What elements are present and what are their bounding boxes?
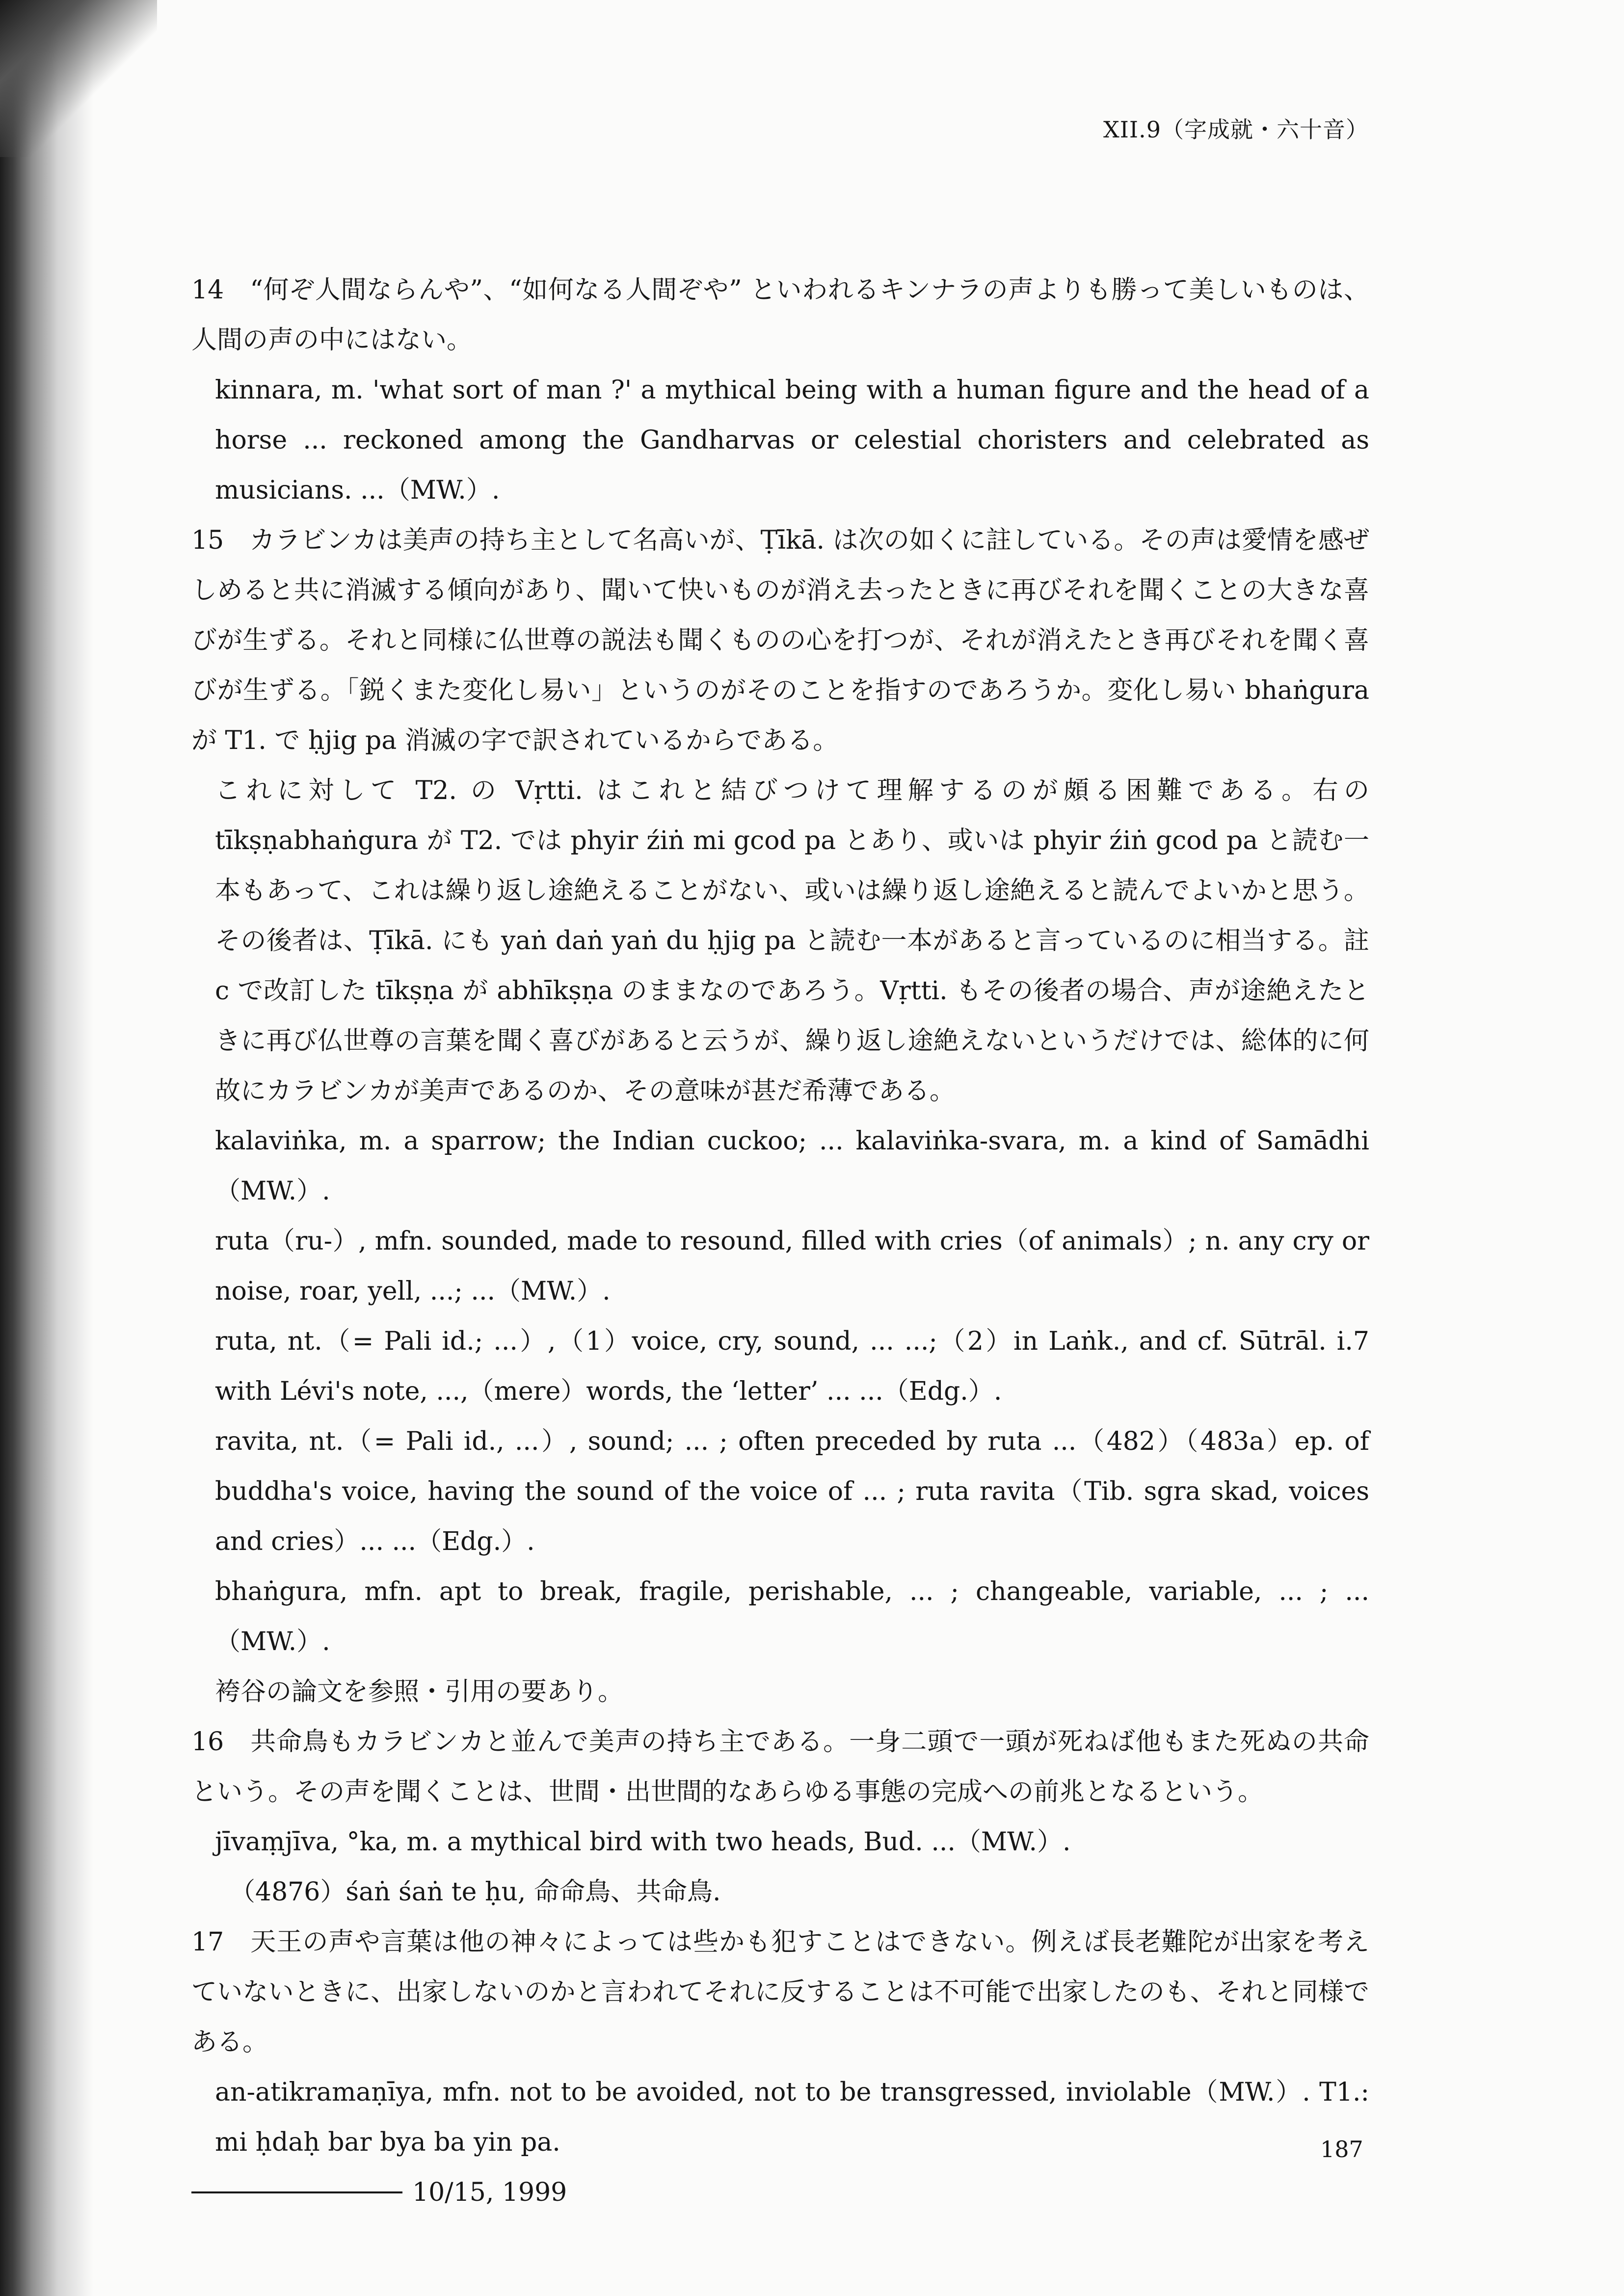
binding-notch — [0, 0, 157, 157]
note-17-text: 17 天王の声や言葉は他の神々によっては些かも犯すことはできない。例えば長老難陀が出家を考えていないときに、出家しないのかと言われてそれに反することは不可能で出家したのも、それと同様である。 — [191, 1927, 1369, 2057]
dateline-rule — [191, 2191, 402, 2193]
note-15-ruta-edg: ruta, nt.（= Pali id.; ...）,（1）voice, cry, sound, ... ...;（2）in Laṅk., and cf. Sūtrāl. i.7 with Lévi's note, ...,（mere）words, the ‘letter’ ... ...（Edg.）. — [215, 1327, 1369, 1406]
page-number: 187 — [1320, 2136, 1363, 2163]
note-15-remark: 袴谷の論文を参照・引用の要あり。 — [215, 1677, 624, 1707]
note-15-ruta-mw: ruta（ru-）, mfn. sounded, made to resound, filled with cries（of animals）; n. any cry or noise, roar, yell, ...; ...（MW.）. — [215, 1227, 1369, 1306]
note-16-text: 16 共命鳥もカラビンカと並んで美声の持ち主である。一身二頭で一頭が死ねば他もまた死ぬの共命という。その声を聞くことは、世間・出世間的なあらゆる事態の完成への前兆となるという。 — [191, 1727, 1369, 1807]
note-15-text: 15 カラビンカは美声の持ち主として名高いが、Ṭīkā. は次の如くに註している。その声は愛情を感ぜしめると共に消滅する傾向があり、聞いて快いものが消え去ったときに再びそれを聞くことの大きな喜びが生ずる。それと同様に仏世尊の説法も聞くものの心を打つが、それが消えたとき再びそれを聞く喜びが生ずる。「鋭くまた変化し易い」というのがそのことを指すのであろうか。変化し易い bhaṅgura が T1. で ḥjig pa 消滅の字で訳されているからである。 — [191, 526, 1369, 755]
note-16-jivamjiva: jīvaṃjīva, °ka, m. a mythical bird with two heads, Bud. ...（MW.）. — [215, 1827, 1071, 1857]
dateline — [191, 2167, 1369, 2217]
note-15-kalavinka: kalaviṅka, m. a sparrow; the Indian cuckoo; ... kalaviṅka-svara, m. a kind of Samādhi（MW.）. — [215, 1126, 1369, 1206]
dateline-date: 10/15, 1999 — [412, 2178, 567, 2207]
binding-shadow — [0, 0, 93, 2296]
note-16-tibetan: （4876）śaṅ śaṅ te ḥu, 命命鳥、共命鳥. — [230, 1877, 721, 1907]
notes-body — [191, 265, 1369, 2217]
note-15-bhangura: bhaṅgura, mfn. apt to break, fragile, perishable, ... ; changeable, variable, ... ; ...（MW.）. — [215, 1577, 1369, 1656]
note-14-definition: kinnara, m. 'what sort of man ?' a mythical being with a human figure and the head of a horse ... reckoned among the Gandharvas or celestial choristers and celebrated as musicians. ...（MW.）. — [215, 375, 1369, 505]
note-15-discussion: これに対して T2. の Vṛtti. はこれと結びつけて理解するのが頗る困難である。右の tīkṣṇabhaṅgura が T2. では phyir źiṅ mi gcod pa とあり、或いは phyir źiṅ gcod pa と読む一本もあって、これは繰り返し途絶えることがない、或いは繰り返し途絶えると読んでよいかと思う。その後者は、Ṭīkā. にも yaṅ daṅ yaṅ du ḥjig pa と読む一本があると言っているのに相当する。註 c で改訂した tīkṣṇa が abhīkṣṇa のままなのであろう。Vṛtti. もその後者の場合、声が途絶えたときに再び仏世尊の言葉を聞く喜びがあると云うが、繰り返し途絶えないというだけでは、総体的に何故にカラビンカが美声であるのか、その意味が甚だ希薄である。 — [215, 776, 1369, 1106]
running-header: XII.9（字成就・六十音） — [1103, 116, 1369, 143]
note-14-text: 14 “何ぞ人間ならんや”、“如何なる人間ぞや” といわれるキンナラの声よりも勝って美しいものは、人間の声の中にはない。 — [191, 275, 1369, 355]
note-17-anatikramaniya: an-atikramaṇīya, mfn. not to be avoided, not to be transgressed, inviolable（MW.）. T1.: mi ḥdaḥ bar bya ba yin pa. — [215, 2078, 1369, 2157]
note-15-ravita: ravita, nt.（= Pali id., ...）, sound; ... ; often preceded by ruta ...（482）（483a）ep. of buddha's voice, having the sound of the voice of ... ; ruta ravita（Tib. sgra skad, voices and cries）... ...（Edg.）. — [215, 1427, 1369, 1556]
